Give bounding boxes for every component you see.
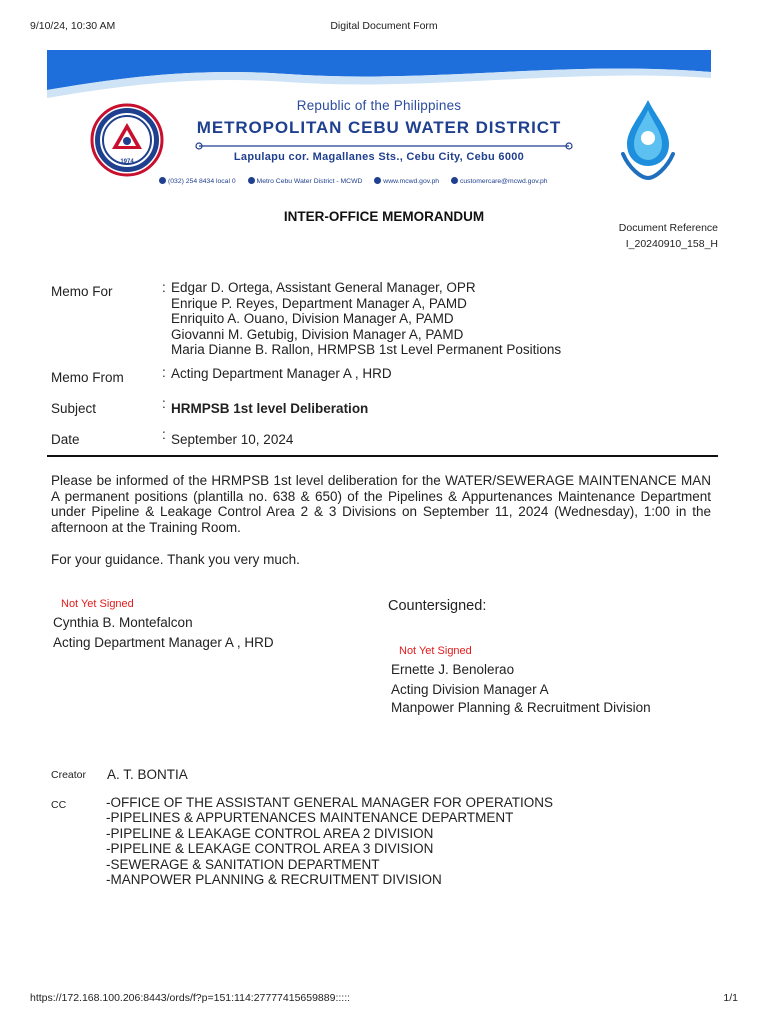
cc-item: -PIPELINE & LEAKAGE CONTROL AREA 2 DIVISION <box>106 825 434 841</box>
svg-text:1974: 1974 <box>120 159 134 165</box>
memo-for-recipient: Edgar D. Ortega, Assistant General Manager, OPR <box>171 280 476 295</box>
cc-item: -SEWERAGE & SANITATION DEPARTMENT <box>106 856 380 872</box>
letterhead-contacts <box>159 177 558 185</box>
countersigner-name: Ernette J. Benolerao <box>391 662 515 677</box>
letterhead-district-name: METROPOLITAN CEBU WATER DISTRICT <box>196 118 562 137</box>
document-reference-value: I_20240910_158_H <box>625 238 718 250</box>
memo-body: Please be informed of the HRMPSB 1st level deliberation for the WATER/SEWERAGE MAINTENANCE MAN A permanent positions (plantilla no. 638 & 650) of the Pipelines & Appurtenances Maintenance Department under Pipeline & Leakage Control Area 2 & 3 Divisions on September 11, 2024 (Wednesday), 1:00 in the afternoon at the Training Room. <box>51 473 711 535</box>
signer-name: Cynthia B. Montefalcon <box>53 615 193 630</box>
subject-value: HRMPSB 1st level Deliberation <box>171 401 369 416</box>
letterhead-republic: Republic of the Philippines <box>296 98 462 113</box>
memo-from-value: Acting Department Manager A , HRD <box>171 366 392 381</box>
memo-for-recipient: Giovanni M. Getubig, Division Manager A, PAMD <box>171 326 464 342</box>
countersigned-label: Countersigned: <box>388 598 487 614</box>
memo-from-colon: : <box>162 365 166 380</box>
countersigner-position: Acting Division Manager A <box>391 682 549 697</box>
email-icon <box>451 177 458 184</box>
date-colon: : <box>162 427 166 442</box>
email-contact: customercare@mcwd.gov.ph <box>451 178 548 185</box>
print-page-number: 1/1 <box>723 992 738 1004</box>
cc-item: -MANPOWER PLANNING & RECRUITMENT DIVISION <box>106 872 442 888</box>
memo-for-recipient: Enriquito A. Ouano, Division Manager A, PAMD <box>171 311 454 326</box>
countersigner-division: Manpower Planning & Recruitment Division <box>391 700 651 715</box>
memo-title: INTER-OFFICE MEMORANDUM <box>283 209 485 224</box>
memo-for-colon: : <box>162 280 166 295</box>
globe-icon <box>374 177 381 184</box>
memo-closing: For your guidance. Thank you very much. <box>51 552 300 567</box>
cc-item: -PIPELINE & LEAKAGE CONTROL AREA 3 DIVISION <box>106 841 434 857</box>
subject-label: Subject <box>51 401 97 416</box>
date-value: September 10, 2024 <box>171 432 294 447</box>
website-contact: www.mcwd.gov.ph <box>374 178 439 185</box>
cc-item: -OFFICE OF THE ASSISTANT GENERAL MANAGER FOR OPERATIONS <box>106 795 554 810</box>
signer-position: Acting Department Manager A , HRD <box>53 635 274 650</box>
cc-label: CC <box>51 799 67 811</box>
memo-for-label: Memo For <box>51 284 113 299</box>
facebook-icon <box>248 177 255 184</box>
print-title: Digital Document Form <box>330 20 438 32</box>
phone-icon <box>159 177 166 184</box>
memo-for-recipient: Enrique P. Reyes, Department Manager A, PAMD <box>171 295 467 311</box>
cc-list <box>106 795 553 887</box>
print-datetime: 9/10/24, 10:30 AM <box>30 20 116 32</box>
header-divider <box>47 455 718 457</box>
cc-item: -PIPELINES & APPURTENANCES MAINTENANCE DEPARTMENT <box>106 810 514 826</box>
print-url: https://172.168.100.206:8443/ords/f?p=151:114:27777415659889::::: <box>30 992 351 1004</box>
memo-from-label: Memo From <box>51 370 124 385</box>
subject-colon: : <box>162 396 166 411</box>
letterhead-address: Lapulapu cor. Magallanes Sts., Cebu City, Cebu 6000 <box>233 151 525 163</box>
signer-status: Not Yet Signed <box>61 598 134 610</box>
creator-label: Creator <box>51 769 87 781</box>
memo-for-list <box>171 280 561 358</box>
mcwd-seal-logo <box>90 103 164 177</box>
creator-value: A. T. BONTIA <box>107 767 188 782</box>
letterhead <box>47 50 711 190</box>
countersigner-status: Not Yet Signed <box>399 645 472 657</box>
document-reference-label: Document Reference <box>618 222 718 234</box>
date-label: Date <box>51 432 80 447</box>
facebook-contact: Metro Cebu Water District - MCWD <box>248 178 363 185</box>
phone-contact: (032) 254 8434 local 0 <box>159 178 236 185</box>
memo-for-recipient: Maria Dianne B. Rallon, HRMPSB 1st Level Permanent Positions <box>171 342 562 357</box>
